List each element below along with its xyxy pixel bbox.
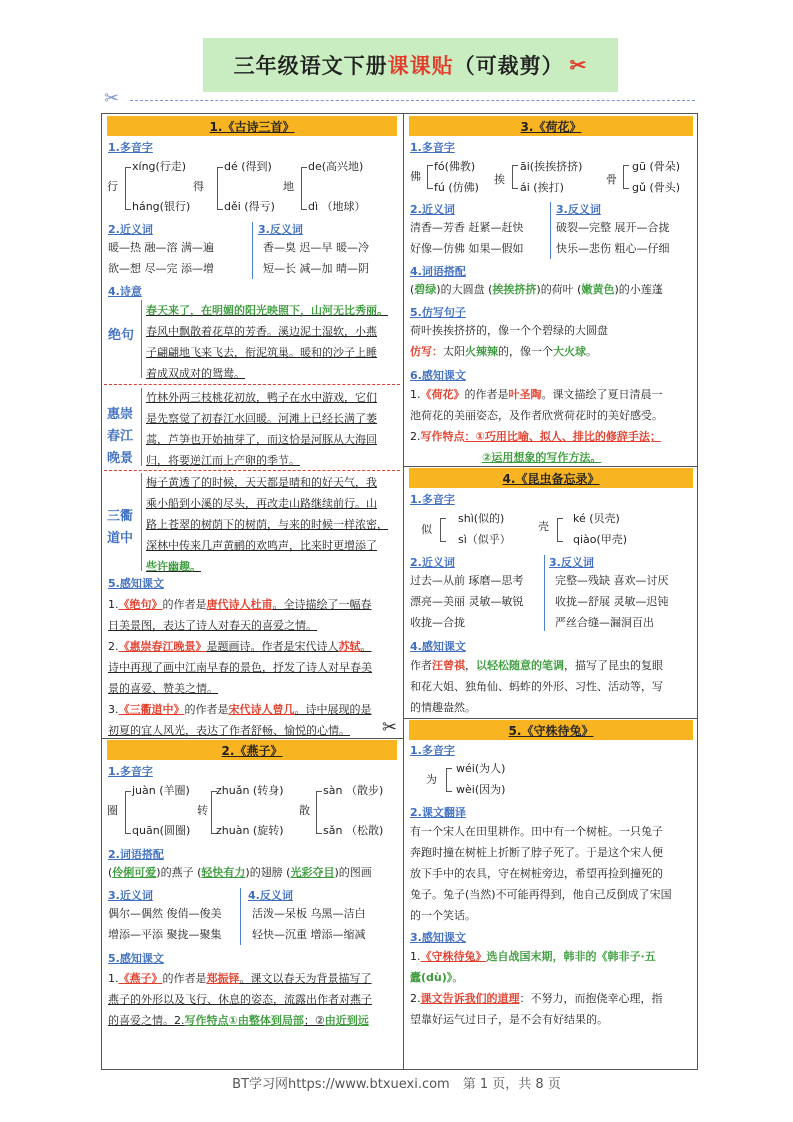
heading: 2.课文翻译 <box>410 806 466 819</box>
poem-meaning: 梅子黄透了的时候，天天都是晴和的好天气，我 乘小船到小溪的尽头，再改走山路继续前行。山 路上苍翠的树荫下的树荫，与来的时候一样浓密， 深林中传来几声黄鹂的欢鸣声，比来时更增添了 些许幽趣。 <box>146 476 388 573</box>
footer: BT学习网https://www.btxuexi.com 第 1 页，共 8 页 <box>232 1077 561 1092</box>
syn-line: 漂亮—美丽 灵敏—敏锐 <box>410 595 524 608</box>
ant-line: 收拢—舒展 灵敏—迟钝 <box>555 595 669 608</box>
syn-line: 欲—想 尽—完 添—增 <box>108 262 214 275</box>
page-title: 三年级语文下册 课课贴 （可裁剪） ✂ <box>203 38 618 92</box>
text-summary: 1.《荷花》的作者是叶圣陶。课文描绘了夏日清晨一 池荷花的美丽姿态，及作者欣赏荷花时的美好感受。 2.写作特点：①巧用比喻、拟人、排比的修辞手法； ②运用想象的写作方法。 <box>410 388 663 464</box>
pinyin: wéi(为人) <box>456 762 506 775</box>
pinyin: qiào(甲壳) <box>573 533 628 546</box>
ant-line: 轻快—沉重 增添—缩减 <box>252 928 366 941</box>
heading: 1.多音字 <box>410 141 455 154</box>
pinyin: xíng(行走) <box>132 160 187 173</box>
section-title: 1.《古诗三首》 <box>107 116 397 136</box>
ant-line: 短—长 减—加 晴—阴 <box>263 262 369 275</box>
poem-name: 惠崇 春江 晚景 <box>106 407 133 466</box>
scissors-icon: ✂ <box>104 88 120 109</box>
heading: 3.感知课文 <box>410 931 466 944</box>
divider <box>141 300 142 378</box>
poem-meaning: 春天来了，在明媚的阳光映照下，山河无比秀丽。 春风中飘散着花草的芳香。溪边泥土湿软，小燕 子翩翩地飞来飞去，衔泥筑巢。暖和的沙子上睡 着成双成对的鸳鸯。 <box>146 304 388 380</box>
pinyin: háng(银行) <box>132 200 191 213</box>
heading: 2.近义词 <box>108 223 153 236</box>
heading: 4.诗意 <box>108 285 142 298</box>
pinyin: zhuǎn (转身) <box>216 784 284 797</box>
divider <box>403 718 698 719</box>
divider <box>141 473 142 571</box>
ant-line: 破裂—完整 展开—合拢 <box>556 221 670 234</box>
column-divider <box>403 113 404 1070</box>
brace <box>316 791 322 834</box>
ant-line: 完整—残缺 喜欢—讨厌 <box>555 574 669 587</box>
syn-line: 好像—仿佛 如果—假如 <box>410 242 524 255</box>
brace <box>446 768 452 792</box>
poly-char: 散 <box>299 804 310 817</box>
pinyin: děi (得亏) <box>224 200 275 213</box>
brace <box>301 167 307 210</box>
section-title: 3.《荷花》 <box>409 116 693 136</box>
heading: 5.仿写句子 <box>410 306 466 319</box>
ant-line: 快乐—悲伤 粗心—仔细 <box>556 242 670 255</box>
pinyin: dì （地球） <box>308 200 366 213</box>
syn-line: 收拢—合拢 <box>410 616 465 629</box>
divider <box>240 888 241 945</box>
cut-line <box>130 100 695 101</box>
divider <box>141 388 142 466</box>
divider <box>544 555 545 631</box>
divider <box>104 384 400 385</box>
pinyin: de(高兴地) <box>308 160 364 173</box>
poly-char: 地 <box>283 180 294 193</box>
ant-line: 活泼—呆板 乌黑—洁白 <box>252 907 366 920</box>
heading: 4.词语搭配 <box>410 265 466 278</box>
pinyin: āi(挨挨挤挤) <box>520 160 583 173</box>
pinyin: fú (仿佛) <box>434 181 479 194</box>
pinyin: ái (挨打) <box>520 181 564 194</box>
ant-line: 严丝合缝—漏洞百出 <box>555 616 654 629</box>
poly-char: 为 <box>426 773 437 786</box>
poem-meaning: 竹林外两三枝桃花初放，鸭子在水中游戏，它们 是先察觉了初春江水回暖。河滩上已经长满了萎 蒿，芦笋也开始抽芽了，而这恰是河豚从大海回 归，将要逆江而上产卵的季节。 <box>146 391 377 467</box>
pinyin: dé (得到) <box>224 160 272 173</box>
pinyin: zhuàn (旋转) <box>216 824 284 837</box>
divider <box>252 222 253 279</box>
word-collocation: (伶俐可爱)的燕子 (轻快有力)的翅膀 (光彩夺目)的图画 <box>108 866 372 879</box>
text-summary: 1.《燕子》的作者是郑振铎。课文以春天为背景描写了 燕子的外形以及飞行、休息的姿态，流露出作者对燕子 的喜爱之情。2.写作特点①由整体到局部；②由近到远 <box>108 972 372 1027</box>
pinyin: ké (贝壳) <box>573 512 620 525</box>
poly-char: 佛 <box>410 170 421 183</box>
heading: 4.反义词 <box>248 889 293 902</box>
poly-char: 行 <box>107 180 118 193</box>
heading: 3.反义词 <box>556 203 601 216</box>
poem-name: 三衢 道中 <box>106 509 133 546</box>
heading: 3.反义词 <box>549 556 594 569</box>
heading: 1.多音字 <box>410 744 455 757</box>
pinyin: sǎn （松散) <box>323 824 384 837</box>
brace <box>512 165 518 189</box>
heading: 2.词语搭配 <box>108 848 164 861</box>
divider <box>550 202 551 259</box>
pinyin: shì(似的) <box>458 512 505 525</box>
section-title: 4.《昆虫备忘录》 <box>409 468 693 488</box>
syn-line: 清香—芳香 赶紧—赶快 <box>410 221 524 234</box>
heading: 5.感知课文 <box>108 952 164 965</box>
ant-line: 香—臭 迟—早 暖—冷 <box>263 241 369 254</box>
pinyin: sì（似乎） <box>458 533 511 546</box>
scissors-icon: ✂ <box>382 717 398 738</box>
poly-char: 圈 <box>107 804 118 817</box>
scissors-icon: ✂ <box>569 53 588 77</box>
poly-char: 壳 <box>538 520 549 533</box>
pinyin: wèi(因为) <box>456 783 506 796</box>
poem-name: 绝句 <box>107 328 135 343</box>
poly-char: 似 <box>421 523 432 536</box>
pinyin: sàn （散步) <box>323 784 384 797</box>
text-summary: 1.《守株待兔》选自战国末期，韩非的《韩非子·五 蠹(dù)》。 2.课文告诉我们的道理：不努力，而抱侥幸心理，指 望靠好运气过日子，是不会有好结果的。 <box>410 950 663 1026</box>
heading: 2.近义词 <box>410 203 455 216</box>
syn-line: 偶尔—偶然 俊俏—俊美 <box>108 907 222 920</box>
divider <box>104 470 400 471</box>
sentence: 仿写：太阳火辣辣的，像一个大火球。 <box>410 345 597 358</box>
brace <box>125 167 131 210</box>
brace <box>440 518 446 542</box>
syn-line: 暖—热 融—溶 满—遍 <box>108 241 214 254</box>
section-title: 2.《燕子》 <box>107 740 397 760</box>
word-collocation: (碧绿)的大圆盘 (挨挨挤挤)的荷叶 (嫩黄色)的小莲蓬 <box>410 283 663 296</box>
heading: 3.近义词 <box>108 889 153 902</box>
poly-char: 转 <box>197 804 208 817</box>
brace <box>427 165 433 189</box>
pinyin: quān(圆圈) <box>132 824 191 837</box>
brace <box>217 167 223 210</box>
heading: 2.近义词 <box>410 556 455 569</box>
pinyin: gū (骨朵) <box>632 160 681 173</box>
syn-line: 增添—平添 聚拢—聚集 <box>108 928 222 941</box>
text-summary: 1.《绝句》的作者是唐代诗人杜甫。全诗描绘了一幅春 日美景图，表达了诗人对春天的喜爱之情。 2.《惠崇春江晚景》是题画诗。作者是宋代诗人苏轼。 诗中再现了画中江南早春的景色，抒发了诗人对早春美 景的喜爱、赞美之情。 3.《三衢道中》的作者是宋代诗人曾几。诗中展现的是 初夏的宜人风光，表达了作者舒畅、愉悦的心情。 <box>108 598 372 737</box>
sentence: 荷叶挨挨挤挤的，像一个个碧绿的大圆盘 <box>410 324 608 337</box>
heading: 6.感知课文 <box>410 369 466 382</box>
heading: 5.感知课文 <box>108 577 164 590</box>
poly-char: 得 <box>193 180 204 193</box>
pinyin: juàn (羊圈) <box>132 784 190 797</box>
heading: 1.多音字 <box>108 141 153 154</box>
syn-line: 过去—从前 琢磨—思考 <box>410 574 524 587</box>
text-summary: 作者汪曾祺，以轻松随意的笔调，描写了昆虫的复眼 和花大姐、独角仙、蚂蚱的外形、习性、活动等，写 的情趣盎然。 <box>410 659 663 714</box>
brace <box>125 791 131 834</box>
heading: 3.反义词 <box>258 223 303 236</box>
brace <box>557 518 563 542</box>
heading: 1.多音字 <box>410 493 455 506</box>
poly-char: 骨 <box>606 173 617 186</box>
heading: 4.感知课文 <box>410 640 466 653</box>
poly-char: 挨 <box>494 173 505 186</box>
heading: 1.多音字 <box>108 765 153 778</box>
section-title: 5.《守株待兔》 <box>409 720 693 740</box>
translation: 有一个宋人在田里耕作。田中有一个树桩。一只兔子 奔跑时撞在树桩上折断了脖子死了。于是这个宋人便 放下手中的农具，守在树桩旁边，希望再捡到撞死的 兔子。兔子(当然)不可能再得到，他自己反倒成了宋国 的一个笑话。 <box>410 825 672 922</box>
brace <box>623 165 629 189</box>
pinyin: gǔ (骨头) <box>632 181 681 194</box>
pinyin: fó(佛教) <box>434 160 476 173</box>
